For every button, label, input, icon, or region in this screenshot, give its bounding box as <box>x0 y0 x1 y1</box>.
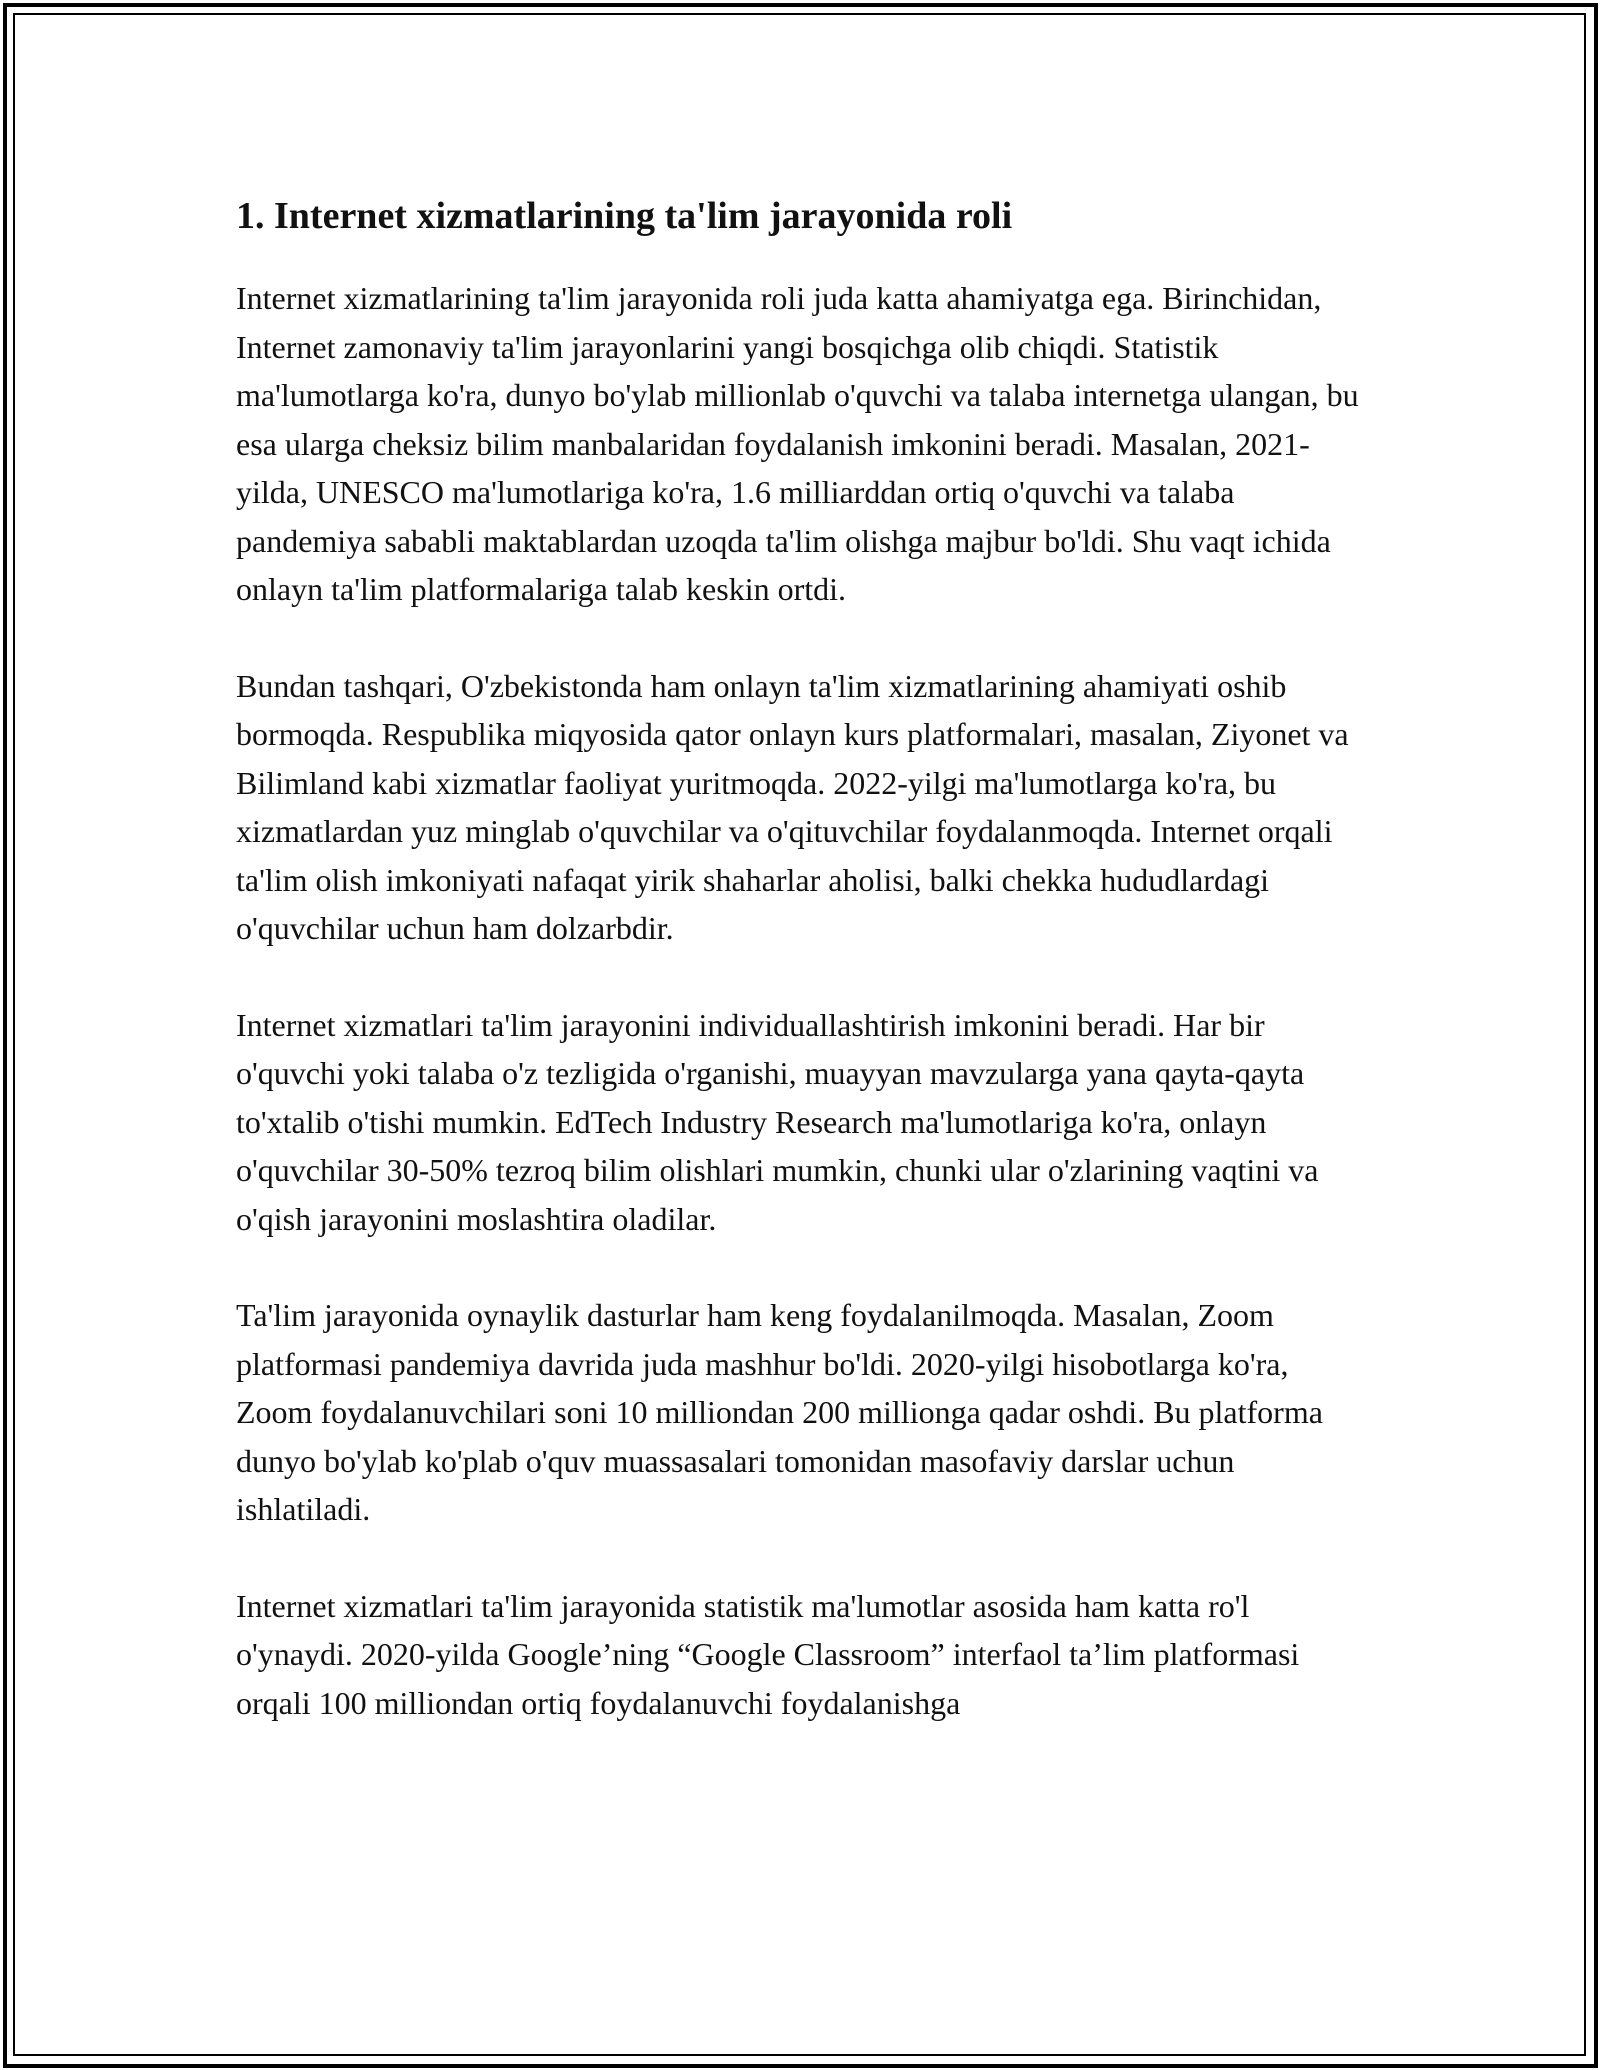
paragraph-3: Internet xizmatlari ta'lim jarayonini individuallashtirish imkonini beradi. Har bir o'quvchi yoki talaba o'z tezligida o'rganishi, muayyan mavzularga yana qayta-qayta to'xtalib o'tishi mumkin. EdTech Industry Research ma'lumotlariga ko'ra, onlayn o'quvchilar 30-50% tezroq bilim olishlari mumkin, chunki ular o'zlarining vaqtini va o'qish jarayonini moslashtira oladilar. <box>236 1006 1319 1237</box>
section-heading: 1. Internet xizmatlarining ta'lim jarayonida roli <box>236 195 1013 237</box>
paragraph-4: Ta'lim jarayonida oynaylik dasturlar ham keng foydalanilmoqda. Masalan, Zoom platformasi pandemiya davrida juda mashhur bo'ldi. 2020-yilgi hisobotlarga ko'ra, Zoom foydalanuvchilari soni 10 milliondan 200 millionga qadar oshdi. Bu platforma dunyo bo'ylab ko'plab o'quv muassasalari tomonidan masofaviy darslar uchun ishlatiladi. <box>236 1297 1323 1527</box>
paragraph-2: Bundan tashqari, O'zbekistonda ham onlayn ta'lim xizmatlarining ahamiyati oshib bormoqda. Respublika miqyosida qator onlayn kurs platformalari, masalan, Ziyonet va Bilimland kabi xizmatlar faoliyat yuritmoqda. 2022-yilgi ma'lumotlarga ko'ra, bu xizmatlardan yuz minglab o'quvchilar va o'qituvchilar foydalanmoqda. Internet orqali ta'lim olish imkoniyati nafaqat yirik shaharlar aholisi, balki chekka hududlardagi o'quvchilar uchun ham dolzarbdir. <box>236 667 1349 946</box>
document-body <box>236 190 1366 1775</box>
paragraph-5: Internet xizmatlari ta'lim jarayonida statistik ma'lumotlar asosida ham katta ro'l o'ynaydi. 2020-yilda Google’ning “Google Classroom” interfaol ta’lim platformasi orqali 100 milliondan ortiq foydalanuvchi foydalanishga <box>236 1587 1300 1721</box>
paragraph-1: Internet xizmatlarining ta'lim jarayonida roli juda katta ahamiyatga ega. Birinchidan, Internet zamonaviy ta'lim jarayonlarini yangi bosqichga olib chiqdi. Statistik ma'lumotlarga ko'ra, dunyo bo'ylab millionlab o'quvchi va talaba internetga ulangan, bu esa ularga cheksiz bilim manbalaridan foydalanish imkonini beradi. Masalan, 2021-yilda, UNESCO ma'lumotlariga ko'ra, 1.6 milliarddan ortiq o'quvchi va talaba pandemiya sababli maktablardan uzoqda ta'lim olishga majbur bo'ldi. Shu vaqt ichida onlayn ta'lim platformalariga talab keskin ortdi. <box>236 280 1359 607</box>
